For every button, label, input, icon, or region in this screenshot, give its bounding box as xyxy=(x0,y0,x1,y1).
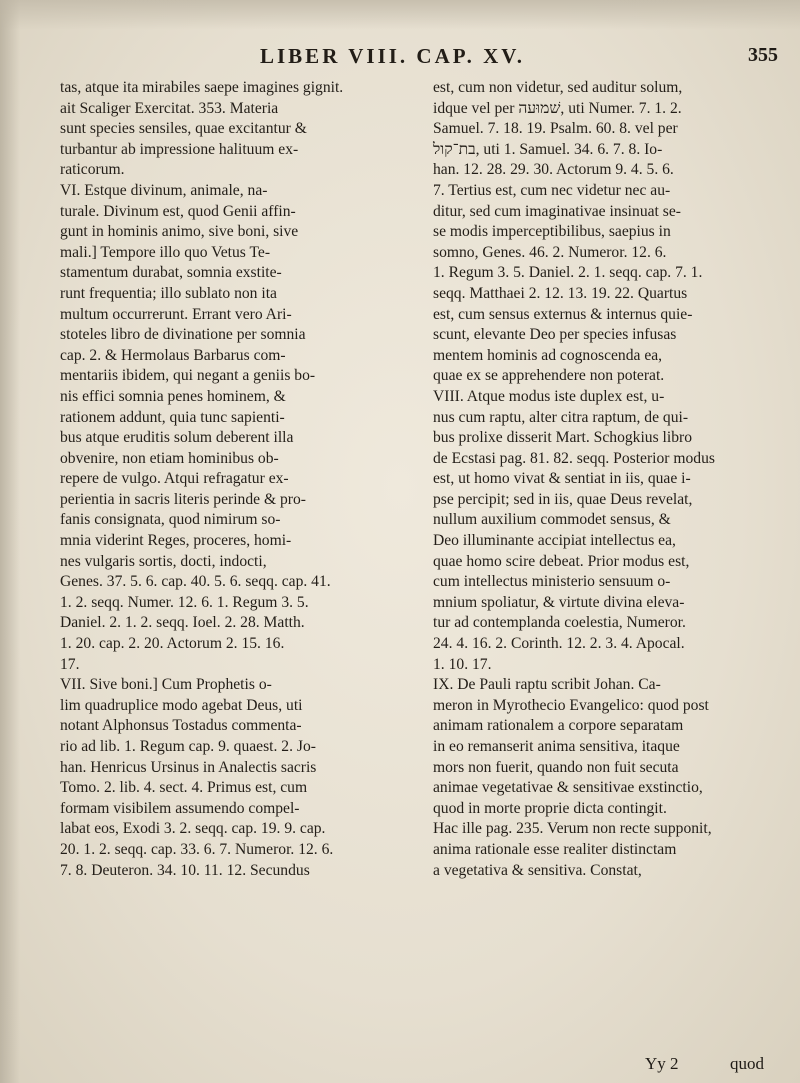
text-line: multum occurrerunt. Errant vero Ari- xyxy=(60,305,292,323)
text-line: tur ad contemplanda coelestia, Numeror. xyxy=(433,614,686,632)
page-shadow-top xyxy=(0,0,800,30)
text-line: mnium spoliatur, & virtute divina eleva- xyxy=(433,593,685,611)
text-line: se modis imperceptibilibus, saepius in xyxy=(433,223,671,241)
text-line: ‏בת־קול‎, uti 1. Samuel. 34. 6. 7. 8. Io- xyxy=(433,140,663,158)
text-line: nes vulgaris sortis, docti, indocti, xyxy=(60,552,267,570)
running-title: LIBER VIII. CAP. XV. xyxy=(260,44,526,68)
text-line: meron in Myrothecio Evangelico: quod post xyxy=(433,696,709,714)
text-line: turbantur ab impressione halituum ex- xyxy=(60,140,299,158)
text-line: labat eos, Exodi 3. 2. seqq. cap. 19. 9. cap. xyxy=(60,820,326,838)
text-line: formam visibilem assumendo compel- xyxy=(60,799,300,817)
text-line: 1. Regum 3. 5. Daniel. 2. 1. seqq. cap. 7. 1. xyxy=(433,264,703,282)
text-line: VII. Sive boni.] Cum Prophetis o- xyxy=(60,676,272,694)
text-line: 20. 1. 2. seqq. cap. 33. 6. 7. Numeror. 12. 6. xyxy=(60,840,334,858)
text-line: est, cum sensus externus & internus quie- xyxy=(433,305,693,323)
text-line: 7. 8. Deuteron. 34. 10. 11. 12. Secundus xyxy=(60,861,310,879)
text-line: pse percipit; sed in iis, quae Deus revelat, xyxy=(433,490,693,508)
text-line: 1. 20. cap. 2. 20. Actorum 2. 15. 16. xyxy=(60,635,285,653)
text-line: 7. Tertius est, cum nec videtur nec au- xyxy=(433,181,671,199)
right-column xyxy=(433,78,781,881)
text-line: scunt, elevante Deo per species infusas xyxy=(433,326,677,344)
text-line: Tomo. 2. lib. 4. sect. 4. Primus est, cum xyxy=(60,779,308,797)
text-line: raticorum. xyxy=(60,161,125,179)
text-line: 17. xyxy=(60,655,80,673)
text-line: est, ut homo vivat & sentiat in iis, quae i- xyxy=(433,470,691,488)
page-header xyxy=(0,44,800,72)
text-line: seqq. Matthaei 2. 12. 13. 19. 22. Quartus xyxy=(433,284,688,302)
text-line: sunt species sensiles, quae excitantur & xyxy=(60,120,307,138)
text-line: Samuel. 7. 18. 19. Psalm. 60. 8. vel per xyxy=(433,120,678,138)
text-line: mnia viderint Reges, proceres, homi- xyxy=(60,532,292,550)
text-line: cum intellectus ministerio sensuum o- xyxy=(433,573,671,591)
text-line: perientia in sacris literis perinde & pro- xyxy=(60,490,306,508)
text-line: in eo remanserit anima sensitiva, itaque xyxy=(433,738,680,755)
text-line: IX. De Pauli raptu scribit Johan. Ca- xyxy=(433,676,661,694)
text-line: quae homo scire debeat. Prior modus est, xyxy=(433,552,690,570)
text-line: obvenire, non etiam hominibus ob- xyxy=(60,449,279,467)
text-line: nullum auxilium commodet sensus, & xyxy=(433,511,671,529)
text-line: anima rationale esse realiter distinctam xyxy=(433,840,677,858)
text-line: rationem addunt, quia tunc sapienti- xyxy=(60,408,285,426)
text-line: tas, atque ita mirabiles saepe imagines gignit. xyxy=(60,79,344,96)
text-line: Hac ille pag. 235. Verum non recte supponit, xyxy=(433,820,712,838)
text-line: turale. Divinum est, quod Genii affin- xyxy=(60,202,296,220)
page-number: 355 xyxy=(748,44,778,66)
text-line: idque vel per ‏שׁמוּעה‎, uti Numer. 7. 1. 2. xyxy=(433,99,682,117)
text-line: bus prolixe disserit Mart. Schogkius libro xyxy=(433,429,693,447)
text-line: fanis consignata, quod nimirum so- xyxy=(60,511,281,529)
text-line: Deo illuminante accipiat intellectus ea, xyxy=(433,532,676,550)
text-line: mali.] Tempore illo quo Vetus Te- xyxy=(60,243,271,261)
text-line: nus cum raptu, alter citra raptum, de qui- xyxy=(433,408,689,426)
text-line: quae ex se apprehendere non poterat. xyxy=(433,367,665,385)
signature-mark: Yy 2 xyxy=(645,1054,679,1073)
text-line: han. Henricus Ursinus in Analectis sacris xyxy=(60,758,317,776)
text-line: animam rationalem a corpore separatam xyxy=(433,717,684,735)
page-footer xyxy=(0,1054,800,1076)
text-line: stoteles libro de divinatione per somnia xyxy=(60,326,306,344)
text-line: ait Scaliger Exercitat. 353. Materia xyxy=(60,99,279,117)
text-line: repere de vulgo. Atqui refragatur ex- xyxy=(60,470,289,488)
text-line: animae vegetativae & sensitivae exstinctio, xyxy=(433,779,703,797)
text-line: 24. 4. 16. 2. Corinth. 12. 2. 3. 4. Apocal. xyxy=(433,635,685,653)
text-line: nis effici somnia penes hominem, & xyxy=(60,387,286,405)
text-line: rio ad lib. 1. Regum cap. 9. quaest. 2. Jo- xyxy=(60,738,316,755)
text-line: stamentum durabat, somnia exstite- xyxy=(60,264,282,282)
text-line: Genes. 37. 5. 6. cap. 40. 5. 6. seqq. cap. 41. xyxy=(60,573,331,591)
catchword: quod xyxy=(730,1054,764,1073)
text-line: han. 12. 28. 29. 30. Actorum 9. 4. 5. 6. xyxy=(433,161,674,179)
text-line: somno, Genes. 46. 2. Numeror. 12. 6. xyxy=(433,243,667,261)
text-line: quod in morte proprie dicta contingit. xyxy=(433,799,667,817)
text-line: 1. 10. 17. xyxy=(433,655,492,673)
text-line: notant Alphonsus Tostadus commenta- xyxy=(60,717,302,735)
text-line: lim quadruplice modo agebat Deus, uti xyxy=(60,696,303,714)
text-line: VIII. Atque modus iste duplex est, u- xyxy=(433,387,665,405)
text-line: mentem hominis ad cognoscenda ea, xyxy=(433,346,663,364)
text-line: gunt in hominis animo, sive boni, sive xyxy=(60,223,299,241)
text-line: bus atque eruditis solum deberent illa xyxy=(60,429,294,447)
text-line: de Ecstasi pag. 81. 82. seqq. Posterior modus xyxy=(433,449,715,467)
text-line: est, cum non videtur, sed auditur solum, xyxy=(433,79,683,96)
text-line: runt frequentia; illo sublato non ita xyxy=(60,284,277,302)
text-line: Daniel. 2. 1. 2. seqq. Ioel. 2. 28. Matth. xyxy=(60,614,305,632)
text-line: mentariis ibidem, qui negant a geniis bo- xyxy=(60,367,316,385)
page-shadow-left xyxy=(0,0,20,1083)
text-line: 1. 2. seqq. Numer. 12. 6. 1. Regum 3. 5. xyxy=(60,593,309,611)
left-column xyxy=(60,78,408,881)
text-line: a vegetativa & sensitiva. Constat, xyxy=(433,861,642,879)
text-line: cap. 2. & Hermolaus Barbarus com- xyxy=(60,346,286,364)
text-line: mors non fuerit, quando non fuit secuta xyxy=(433,758,679,776)
text-line: VI. Estque divinum, animale, na- xyxy=(60,181,268,199)
text-line: ditur, sed cum imaginativae insinuat se- xyxy=(433,202,681,220)
